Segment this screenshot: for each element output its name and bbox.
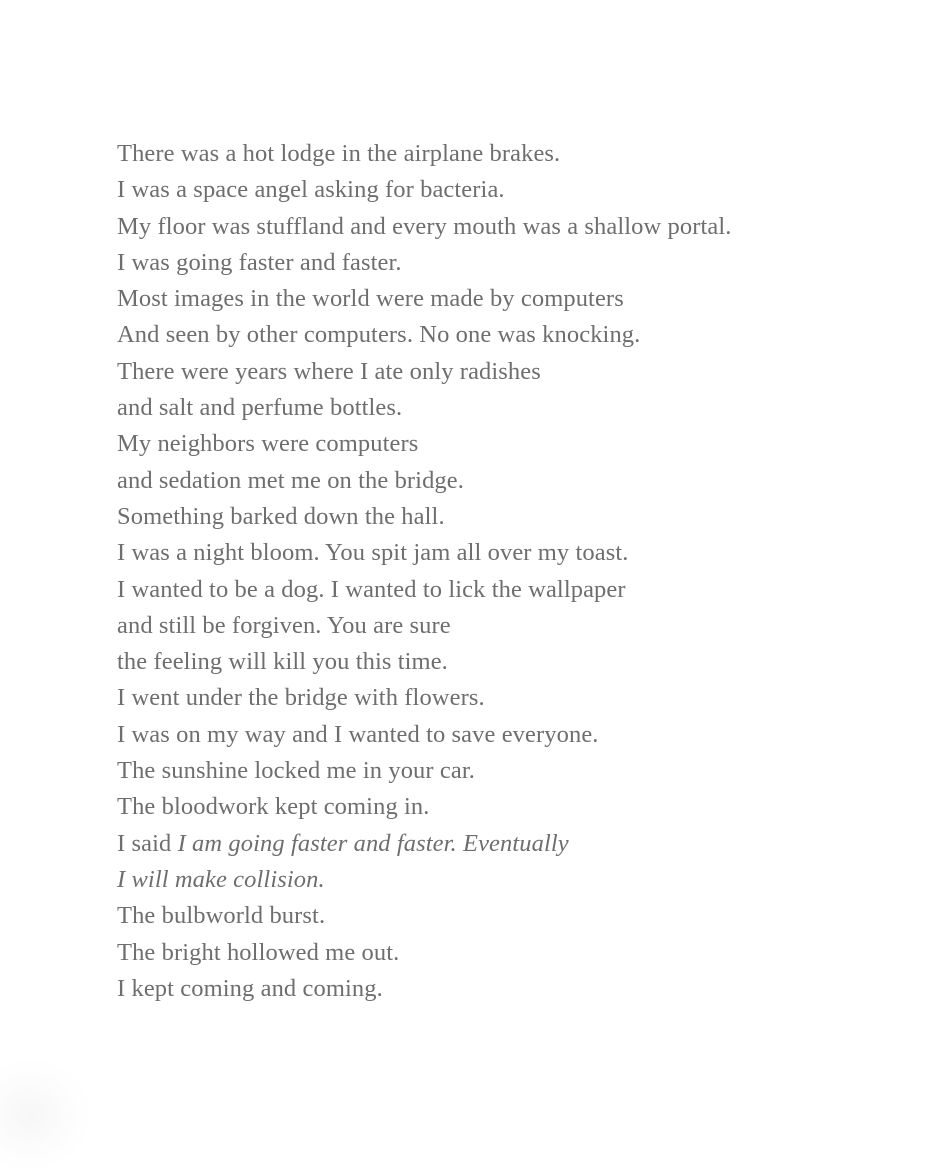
poem-line: I was a night bloom. You spit jam all over my toast.: [117, 539, 629, 567]
corner-smudge: [0, 1060, 90, 1170]
poem-line: I went under the bridge with flowers.: [117, 684, 485, 712]
poem-line: The bulbworld burst.: [117, 902, 326, 930]
poem-line: The bloodwork kept coming in.: [117, 793, 430, 821]
poem-line-italic-part: I am going faster and faster. Eventually: [177, 829, 569, 857]
poem-line-italic: I will make collision.: [117, 865, 325, 893]
poem-line: My neighbors were computers: [117, 430, 419, 458]
poem-line: There was a hot lodge in the airplane brakes.: [117, 140, 561, 167]
poem-line: and still be forgiven. You are sure: [117, 611, 451, 639]
poem-line: The bright hollowed me out.: [117, 938, 400, 966]
poem-line: I was a space angel asking for bacteria.: [117, 176, 505, 204]
poem-line-roman-part: I said: [117, 829, 178, 857]
poem-body: [117, 136, 907, 1007]
poem-line: the feeling will kill you this time.: [117, 648, 448, 676]
poem-line: The sunshine locked me in your car.: [117, 757, 475, 785]
poem-line: I was on my way and I wanted to save everyone.: [117, 720, 599, 748]
poem-line: And seen by other computers. No one was knocking.: [117, 321, 641, 349]
poem-line: Something barked down the hall.: [117, 502, 445, 530]
poem-line: I was going faster and faster.: [117, 248, 402, 276]
poem-line: I kept coming and coming.: [117, 974, 383, 1002]
poem-line: and salt and perfume bottles.: [117, 394, 403, 422]
poem-line: Most images in the world were made by computers: [117, 285, 624, 313]
poem-line: My floor was stuffland and every mouth was a shallow portal.: [117, 212, 732, 240]
poem-line-mixed: [117, 826, 907, 862]
poem-line: I wanted to be a dog. I wanted to lick the wallpaper: [117, 575, 626, 603]
poem-line: There were years where I ate only radishes: [117, 357, 541, 385]
poem-line: and sedation met me on the bridge.: [117, 466, 464, 494]
